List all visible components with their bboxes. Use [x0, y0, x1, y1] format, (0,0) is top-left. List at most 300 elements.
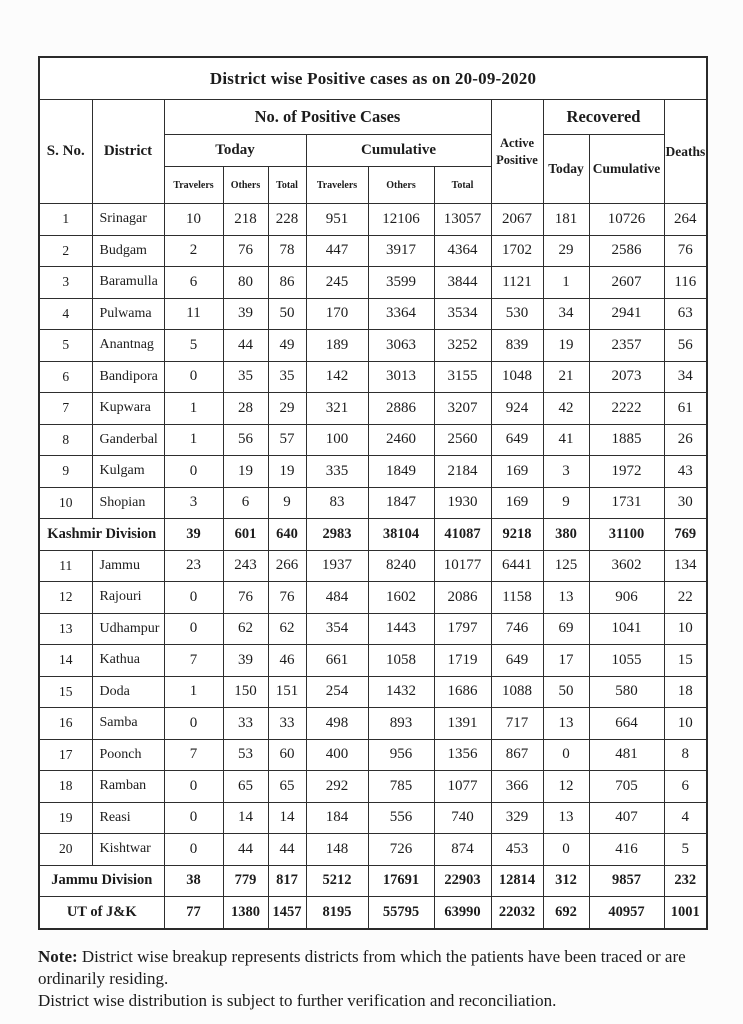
active_positive-cell: 2067 — [491, 204, 543, 236]
serial-number: 19 — [39, 802, 92, 834]
today_total-cell: 78 — [268, 235, 306, 267]
cumulative_travelers-cell: 254 — [306, 676, 368, 708]
deaths-cell: 134 — [664, 550, 707, 582]
cumulative_others-cell: 3917 — [368, 235, 434, 267]
cumulative_total-cell: 3534 — [434, 298, 491, 330]
note-text-2: District wise distribution is subject to further verification and reconciliation. — [38, 990, 557, 1010]
cumulative_total-cell: 3207 — [434, 393, 491, 425]
table-row — [39, 550, 707, 582]
recovered_today-cell: 125 — [543, 550, 589, 582]
cumulative_total-cell: 3155 — [434, 361, 491, 393]
recovered_today-cell: 692 — [543, 897, 589, 929]
table-row — [39, 393, 707, 425]
recovered_cumulative-cell: 906 — [589, 582, 664, 614]
cumulative_total-cell: 22903 — [434, 865, 491, 897]
today_travelers-cell: 0 — [164, 708, 223, 740]
recovered_today-cell: 42 — [543, 393, 589, 425]
active_positive-cell: 12814 — [491, 865, 543, 897]
today_travelers-cell: 5 — [164, 330, 223, 362]
deaths-cell: 76 — [664, 235, 707, 267]
table-row — [39, 834, 707, 866]
cumulative_others-cell: 893 — [368, 708, 434, 740]
recovered_cumulative-cell: 2357 — [589, 330, 664, 362]
district-name: Kupwara — [92, 393, 164, 425]
deaths-cell: 4 — [664, 802, 707, 834]
cumulative_others-cell: 55795 — [368, 897, 434, 929]
deaths-cell: 15 — [664, 645, 707, 677]
today_total-cell: 57 — [268, 424, 306, 456]
serial-number: 8 — [39, 424, 92, 456]
today_total-cell: 60 — [268, 739, 306, 771]
recovered_cumulative-cell: 2073 — [589, 361, 664, 393]
cases-table — [38, 56, 708, 930]
recovered_cumulative-cell: 416 — [589, 834, 664, 866]
recovered_cumulative-cell: 1885 — [589, 424, 664, 456]
recovered_cumulative-cell: 1972 — [589, 456, 664, 488]
today_travelers-cell: 1 — [164, 676, 223, 708]
cumulative_travelers-cell: 8195 — [306, 897, 368, 929]
cumulative_total-cell: 874 — [434, 834, 491, 866]
serial-number: 1 — [39, 204, 92, 236]
recovered_cumulative-cell: 2222 — [589, 393, 664, 425]
serial-number: 4 — [39, 298, 92, 330]
cumulative_total-cell: 2184 — [434, 456, 491, 488]
today_travelers-cell: 1 — [164, 393, 223, 425]
header-cumulative-total: Total — [434, 167, 491, 204]
recovered_cumulative-cell: 705 — [589, 771, 664, 803]
header-cumulative-others: Others — [368, 167, 434, 204]
active_positive-cell: 9218 — [491, 519, 543, 551]
recovered_today-cell: 17 — [543, 645, 589, 677]
serial-number: 15 — [39, 676, 92, 708]
cumulative_travelers-cell: 5212 — [306, 865, 368, 897]
recovered_today-cell: 380 — [543, 519, 589, 551]
table-row — [39, 361, 707, 393]
today_total-cell: 817 — [268, 865, 306, 897]
recovered_cumulative-cell: 664 — [589, 708, 664, 740]
cumulative_travelers-cell: 447 — [306, 235, 368, 267]
recovered_today-cell: 312 — [543, 865, 589, 897]
today_travelers-cell: 11 — [164, 298, 223, 330]
recovered_cumulative-cell: 9857 — [589, 865, 664, 897]
today_total-cell: 1457 — [268, 897, 306, 929]
district-name: Jammu — [92, 550, 164, 582]
cumulative_others-cell: 3013 — [368, 361, 434, 393]
active_positive-cell: 1121 — [491, 267, 543, 299]
today_others-cell: 218 — [223, 204, 268, 236]
today_travelers-cell: 7 — [164, 739, 223, 771]
today_travelers-cell: 2 — [164, 235, 223, 267]
table-row — [39, 613, 707, 645]
serial-number: 16 — [39, 708, 92, 740]
cumulative_travelers-cell: 400 — [306, 739, 368, 771]
cumulative_travelers-cell: 354 — [306, 613, 368, 645]
cumulative_travelers-cell: 1937 — [306, 550, 368, 582]
cumulative_others-cell: 38104 — [368, 519, 434, 551]
recovered_cumulative-cell: 1731 — [589, 487, 664, 519]
today_travelers-cell: 77 — [164, 897, 223, 929]
today_others-cell: 80 — [223, 267, 268, 299]
table-row — [39, 582, 707, 614]
serial-number: 2 — [39, 235, 92, 267]
today_others-cell: 76 — [223, 582, 268, 614]
today_total-cell: 76 — [268, 582, 306, 614]
cumulative_others-cell: 17691 — [368, 865, 434, 897]
today_others-cell: 44 — [223, 330, 268, 362]
district-name: Kathua — [92, 645, 164, 677]
deaths-cell: 6 — [664, 771, 707, 803]
district-name: Poonch — [92, 739, 164, 771]
cumulative_travelers-cell: 484 — [306, 582, 368, 614]
today_total-cell: 19 — [268, 456, 306, 488]
deaths-cell: 5 — [664, 834, 707, 866]
serial-number: 6 — [39, 361, 92, 393]
recovered_cumulative-cell: 2941 — [589, 298, 664, 330]
today_others-cell: 53 — [223, 739, 268, 771]
header-today-travelers: Travelers — [164, 167, 223, 204]
today_travelers-cell: 6 — [164, 267, 223, 299]
header-cumulative: Cumulative — [306, 135, 491, 167]
active_positive-cell: 924 — [491, 393, 543, 425]
cumulative_others-cell: 956 — [368, 739, 434, 771]
table-row — [39, 802, 707, 834]
cumulative_total-cell: 1930 — [434, 487, 491, 519]
table-row — [39, 456, 707, 488]
today_others-cell: 1380 — [223, 897, 268, 929]
recovered_today-cell: 21 — [543, 361, 589, 393]
row-label: Kashmir Division — [39, 519, 164, 551]
serial-number: 9 — [39, 456, 92, 488]
today_total-cell: 14 — [268, 802, 306, 834]
deaths-cell: 1001 — [664, 897, 707, 929]
deaths-cell: 63 — [664, 298, 707, 330]
recovered_cumulative-cell: 1041 — [589, 613, 664, 645]
header-recovered-cumulative: Cumulative — [589, 135, 664, 204]
today_travelers-cell: 7 — [164, 645, 223, 677]
recovered_today-cell: 50 — [543, 676, 589, 708]
today_travelers-cell: 39 — [164, 519, 223, 551]
active_positive-cell: 839 — [491, 330, 543, 362]
note-label: Note: — [38, 947, 78, 966]
serial-number: 3 — [39, 267, 92, 299]
header-today-others: Others — [223, 167, 268, 204]
cumulative_total-cell: 41087 — [434, 519, 491, 551]
deaths-cell: 769 — [664, 519, 707, 551]
table-row — [39, 204, 707, 236]
cumulative_total-cell: 3252 — [434, 330, 491, 362]
active_positive-cell: 1158 — [491, 582, 543, 614]
header-cumulative-travelers: Travelers — [306, 167, 368, 204]
deaths-cell: 8 — [664, 739, 707, 771]
cumulative_others-cell: 2886 — [368, 393, 434, 425]
header-district: District — [92, 100, 164, 204]
cumulative_total-cell: 1797 — [434, 613, 491, 645]
today_travelers-cell: 38 — [164, 865, 223, 897]
cumulative_travelers-cell: 2983 — [306, 519, 368, 551]
today_others-cell: 779 — [223, 865, 268, 897]
cumulative_travelers-cell: 292 — [306, 771, 368, 803]
deaths-cell: 30 — [664, 487, 707, 519]
cumulative_total-cell: 3844 — [434, 267, 491, 299]
today_others-cell: 33 — [223, 708, 268, 740]
recovered_today-cell: 9 — [543, 487, 589, 519]
recovered_today-cell: 34 — [543, 298, 589, 330]
serial-number: 20 — [39, 834, 92, 866]
cumulative_total-cell: 63990 — [434, 897, 491, 929]
district-name: Doda — [92, 676, 164, 708]
recovered_cumulative-cell: 31100 — [589, 519, 664, 551]
today_travelers-cell: 0 — [164, 361, 223, 393]
today_travelers-cell: 0 — [164, 834, 223, 866]
serial-number: 11 — [39, 550, 92, 582]
cumulative_total-cell: 1077 — [434, 771, 491, 803]
today_others-cell: 601 — [223, 519, 268, 551]
today_total-cell: 151 — [268, 676, 306, 708]
table-header — [39, 57, 707, 204]
table-row — [39, 487, 707, 519]
header-s-no: S. No. — [39, 100, 92, 204]
today_others-cell: 65 — [223, 771, 268, 803]
cumulative_travelers-cell: 498 — [306, 708, 368, 740]
district-name: Rajouri — [92, 582, 164, 614]
table-row — [39, 739, 707, 771]
cumulative_others-cell: 1847 — [368, 487, 434, 519]
district-name: Budgam — [92, 235, 164, 267]
cumulative_travelers-cell: 184 — [306, 802, 368, 834]
cumulative_others-cell: 2460 — [368, 424, 434, 456]
recovered_today-cell: 29 — [543, 235, 589, 267]
table-row — [39, 267, 707, 299]
cumulative_others-cell: 785 — [368, 771, 434, 803]
header-deaths: Deaths — [664, 100, 707, 204]
deaths-cell: 61 — [664, 393, 707, 425]
recovered_cumulative-cell: 1055 — [589, 645, 664, 677]
summary-row — [39, 519, 707, 551]
serial-number: 13 — [39, 613, 92, 645]
title-row — [39, 57, 707, 100]
active_positive-cell: 867 — [491, 739, 543, 771]
cumulative_total-cell: 1719 — [434, 645, 491, 677]
cumulative_travelers-cell: 148 — [306, 834, 368, 866]
recovered_today-cell: 13 — [543, 802, 589, 834]
page-title: District wise Positive cases as on 20-09-2020 — [39, 57, 707, 100]
today_travelers-cell: 23 — [164, 550, 223, 582]
recovered_cumulative-cell: 40957 — [589, 897, 664, 929]
active_positive-cell: 1088 — [491, 676, 543, 708]
row-label: UT of J&K — [39, 897, 164, 929]
district-name: Ramban — [92, 771, 164, 803]
today_total-cell: 266 — [268, 550, 306, 582]
deaths-cell: 116 — [664, 267, 707, 299]
district-name: Pulwama — [92, 298, 164, 330]
cumulative_travelers-cell: 83 — [306, 487, 368, 519]
today_others-cell: 56 — [223, 424, 268, 456]
summary-row — [39, 897, 707, 929]
serial-number: 17 — [39, 739, 92, 771]
today_travelers-cell: 3 — [164, 487, 223, 519]
today_total-cell: 9 — [268, 487, 306, 519]
active_positive-cell: 649 — [491, 424, 543, 456]
header-today-total: Total — [268, 167, 306, 204]
cumulative_total-cell: 1686 — [434, 676, 491, 708]
cumulative_others-cell: 8240 — [368, 550, 434, 582]
cumulative_total-cell: 1391 — [434, 708, 491, 740]
recovered_today-cell: 69 — [543, 613, 589, 645]
today_total-cell: 62 — [268, 613, 306, 645]
serial-number: 5 — [39, 330, 92, 362]
district-name: Ganderbal — [92, 424, 164, 456]
header-recovered-today: Today — [543, 135, 589, 204]
cumulative_travelers-cell: 100 — [306, 424, 368, 456]
cumulative_travelers-cell: 142 — [306, 361, 368, 393]
recovered_today-cell: 0 — [543, 739, 589, 771]
deaths-cell: 10 — [664, 708, 707, 740]
today_total-cell: 44 — [268, 834, 306, 866]
today_others-cell: 39 — [223, 298, 268, 330]
today_total-cell: 65 — [268, 771, 306, 803]
today_others-cell: 28 — [223, 393, 268, 425]
row-label: Jammu Division — [39, 865, 164, 897]
cumulative_total-cell: 4364 — [434, 235, 491, 267]
today_others-cell: 6 — [223, 487, 268, 519]
header-today: Today — [164, 135, 306, 167]
district-name: Udhampur — [92, 613, 164, 645]
recovered_today-cell: 13 — [543, 582, 589, 614]
active_positive-cell: 169 — [491, 487, 543, 519]
today_total-cell: 228 — [268, 204, 306, 236]
cumulative_total-cell: 10177 — [434, 550, 491, 582]
district-name: Reasi — [92, 802, 164, 834]
active_positive-cell: 366 — [491, 771, 543, 803]
active_positive-cell: 649 — [491, 645, 543, 677]
district-name: Anantnag — [92, 330, 164, 362]
cumulative_total-cell: 740 — [434, 802, 491, 834]
today_others-cell: 76 — [223, 235, 268, 267]
cumulative_others-cell: 12106 — [368, 204, 434, 236]
cumulative_others-cell: 1602 — [368, 582, 434, 614]
active_positive-cell: 717 — [491, 708, 543, 740]
serial-number: 14 — [39, 645, 92, 677]
recovered_cumulative-cell: 481 — [589, 739, 664, 771]
recovered_today-cell: 41 — [543, 424, 589, 456]
deaths-cell: 264 — [664, 204, 707, 236]
cumulative_travelers-cell: 321 — [306, 393, 368, 425]
table-row — [39, 708, 707, 740]
cumulative_travelers-cell: 189 — [306, 330, 368, 362]
active_positive-cell: 329 — [491, 802, 543, 834]
header-positive-cases: No. of Positive Cases — [164, 100, 491, 135]
district-name: Kishtwar — [92, 834, 164, 866]
today_total-cell: 46 — [268, 645, 306, 677]
district-name: Samba — [92, 708, 164, 740]
table-row — [39, 645, 707, 677]
active_positive-cell: 1048 — [491, 361, 543, 393]
deaths-cell: 26 — [664, 424, 707, 456]
today_travelers-cell: 10 — [164, 204, 223, 236]
recovered_today-cell: 13 — [543, 708, 589, 740]
cumulative_others-cell: 556 — [368, 802, 434, 834]
today_travelers-cell: 1 — [164, 424, 223, 456]
cumulative_others-cell: 1058 — [368, 645, 434, 677]
recovered_cumulative-cell: 3602 — [589, 550, 664, 582]
table-row — [39, 298, 707, 330]
header-active-positive: Active Positive — [491, 100, 543, 204]
recovered_cumulative-cell: 2607 — [589, 267, 664, 299]
active_positive-cell: 530 — [491, 298, 543, 330]
recovered_today-cell: 0 — [543, 834, 589, 866]
today_total-cell: 86 — [268, 267, 306, 299]
cumulative_others-cell: 1849 — [368, 456, 434, 488]
recovered_cumulative-cell: 2586 — [589, 235, 664, 267]
deaths-cell: 43 — [664, 456, 707, 488]
table-row — [39, 771, 707, 803]
today_total-cell: 640 — [268, 519, 306, 551]
cumulative_others-cell: 1432 — [368, 676, 434, 708]
active_positive-cell: 746 — [491, 613, 543, 645]
active_positive-cell: 1702 — [491, 235, 543, 267]
cumulative_others-cell: 726 — [368, 834, 434, 866]
cumulative_travelers-cell: 170 — [306, 298, 368, 330]
serial-number: 12 — [39, 582, 92, 614]
recovered_today-cell: 19 — [543, 330, 589, 362]
active_positive-cell: 453 — [491, 834, 543, 866]
header-row-1 — [39, 100, 707, 135]
district-name: Shopian — [92, 487, 164, 519]
deaths-cell: 22 — [664, 582, 707, 614]
table-row — [39, 424, 707, 456]
note — [38, 946, 714, 1012]
district-name: Bandipora — [92, 361, 164, 393]
table-row — [39, 235, 707, 267]
today_others-cell: 150 — [223, 676, 268, 708]
cumulative_others-cell: 3063 — [368, 330, 434, 362]
recovered_today-cell: 3 — [543, 456, 589, 488]
deaths-cell: 10 — [664, 613, 707, 645]
district-name: Baramulla — [92, 267, 164, 299]
active_positive-cell: 22032 — [491, 897, 543, 929]
today_others-cell: 35 — [223, 361, 268, 393]
deaths-cell: 232 — [664, 865, 707, 897]
today_travelers-cell: 0 — [164, 456, 223, 488]
cumulative_total-cell: 2086 — [434, 582, 491, 614]
today_others-cell: 19 — [223, 456, 268, 488]
cumulative_others-cell: 1443 — [368, 613, 434, 645]
today_others-cell: 39 — [223, 645, 268, 677]
table-row — [39, 676, 707, 708]
today_others-cell: 243 — [223, 550, 268, 582]
cumulative_total-cell: 2560 — [434, 424, 491, 456]
note-text-1: District wise breakup represents districts from which the patients have been traced or are ordinarily residing. — [38, 947, 686, 988]
today_others-cell: 62 — [223, 613, 268, 645]
today_total-cell: 29 — [268, 393, 306, 425]
cumulative_total-cell: 13057 — [434, 204, 491, 236]
cumulative_total-cell: 1356 — [434, 739, 491, 771]
today_total-cell: 49 — [268, 330, 306, 362]
district-name: Kulgam — [92, 456, 164, 488]
active_positive-cell: 169 — [491, 456, 543, 488]
cumulative_travelers-cell: 245 — [306, 267, 368, 299]
table-body — [39, 204, 707, 929]
district-name: Srinagar — [92, 204, 164, 236]
today_total-cell: 35 — [268, 361, 306, 393]
today_travelers-cell: 0 — [164, 802, 223, 834]
header-recovered: Recovered — [543, 100, 664, 135]
today_travelers-cell: 0 — [164, 771, 223, 803]
cumulative_others-cell: 3599 — [368, 267, 434, 299]
summary-row — [39, 865, 707, 897]
deaths-cell: 56 — [664, 330, 707, 362]
serial-number: 10 — [39, 487, 92, 519]
